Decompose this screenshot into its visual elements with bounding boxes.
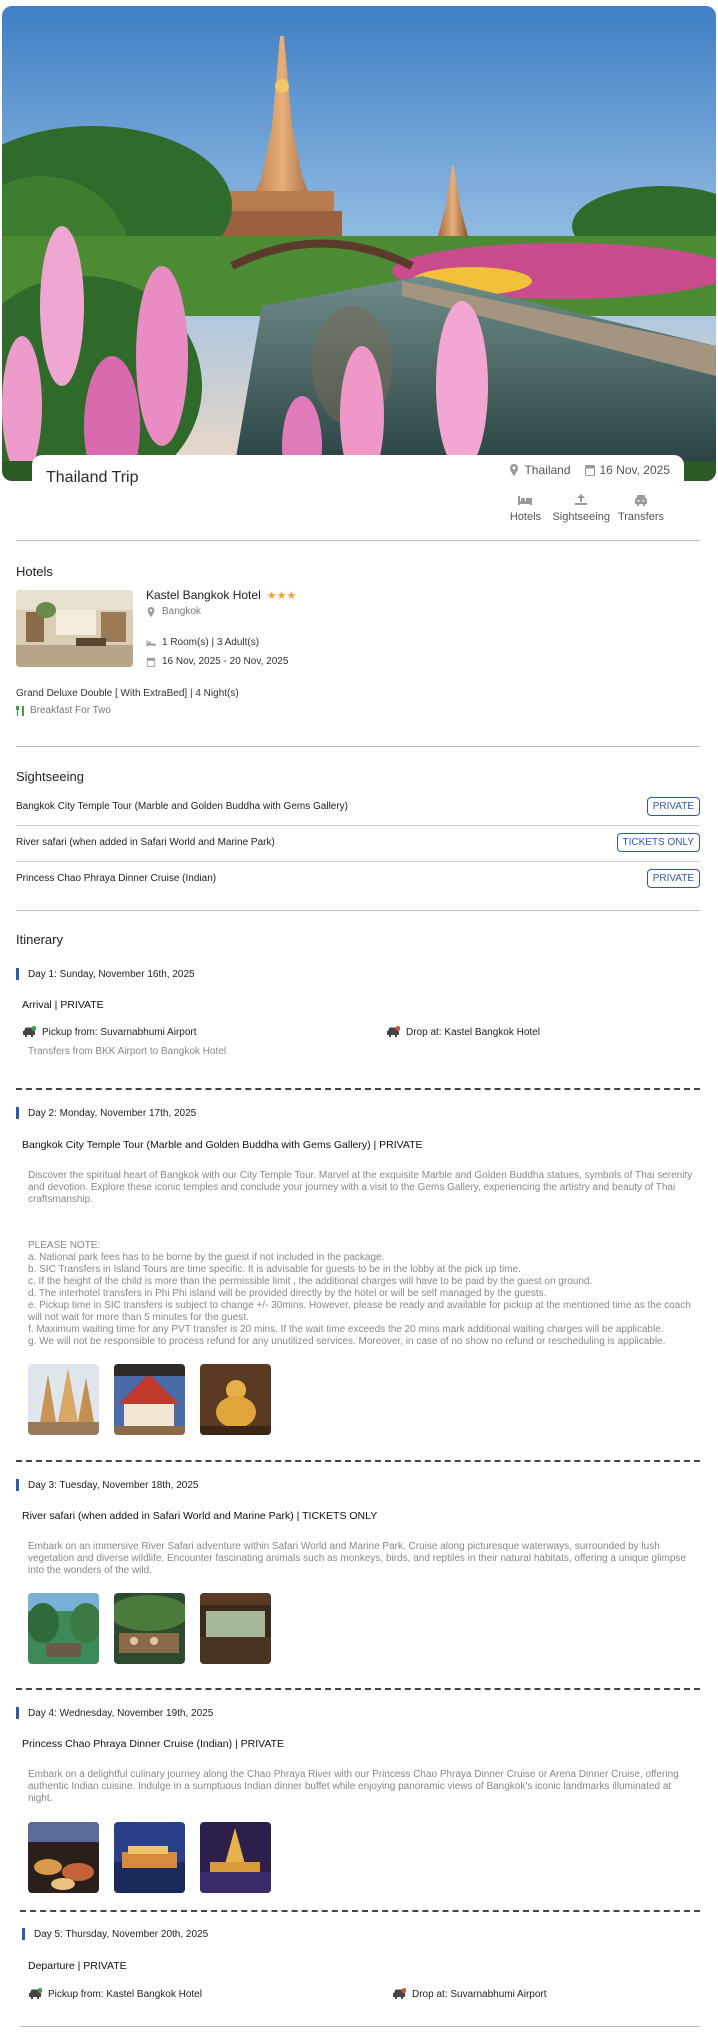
pickup-text: Pickup from: Kastel Bangkok Hotel bbox=[48, 1988, 202, 2000]
sightseeing-name: Princess Chao Phraya Dinner Cruise (Indian) bbox=[16, 872, 217, 884]
category-transfers[interactable] bbox=[618, 493, 664, 523]
day-3-description: Embark on an immersive River Safari adventure within Safari World and Marine Park. Cruise along picturesque waterways, surrounded by lush vegetation and diverse wildlife. Encounter fascinating animals such as monkeys, birds, and reptiles in their natural habitats, offering a unique glimpse into the wonders of the wild. bbox=[28, 1541, 686, 1576]
day-3-date: Day 3: Tuesday, November 18th, 2025 bbox=[16, 1480, 198, 1491]
sightseeing-heading: Sightseeing bbox=[16, 769, 84, 784]
gallery-image[interactable] bbox=[200, 1593, 271, 1664]
car-pickup-icon bbox=[28, 1988, 42, 2000]
location-pin-icon bbox=[146, 607, 156, 617]
category-hotels[interactable] bbox=[506, 493, 544, 523]
star-rating: ★★★ bbox=[266, 589, 297, 602]
hero-image bbox=[2, 6, 716, 481]
note-line: a. National park fees has to be borne by the guest if not included in the package. bbox=[28, 1252, 385, 1263]
note-line: c. If the height of the child is more than the permissible limit , the additional charges will have to be paid by the guest on ground. bbox=[28, 1276, 593, 1287]
day-2-gallery bbox=[28, 1364, 271, 1435]
note-line: e. Pickup time in SIC transfers is subject to change +/- 30mins. However, please be ready and available for pickup at the mentioned time as the coach will not wait for more than 5 minutes for the guest. bbox=[28, 1300, 691, 1323]
day-5-drop bbox=[392, 1988, 547, 2000]
sightseeing-item[interactable] bbox=[16, 860, 700, 896]
gallery-image[interactable] bbox=[114, 1364, 185, 1435]
day-2-description: Discover the spiritual heart of Bangkok with our City Temple Tour. Marvel at the exquisite Marble and Golden Buddha statues, symbols of Thai serenity and devotion. Explore these iconic temples and conclude your journey with a visit to the Gems Gallery, experiencing the artistry and beauty of Thai craftsmanship. bbox=[28, 1170, 693, 1205]
day-4-date: Day 4: Wednesday, November 19th, 2025 bbox=[16, 1708, 213, 1719]
day-5-title: Departure | PRIVATE bbox=[28, 1960, 127, 1972]
hotel-dates-text: 16 Nov, 2025 - 20 Nov, 2025 bbox=[162, 656, 289, 667]
divider bbox=[20, 2026, 700, 2027]
trip-categories bbox=[506, 493, 664, 523]
hotel-city-text: Bangkok bbox=[162, 606, 201, 617]
hotel-occupancy bbox=[146, 637, 259, 648]
trip-location bbox=[509, 463, 570, 477]
gallery-image[interactable] bbox=[200, 1364, 271, 1435]
gallery-image[interactable] bbox=[114, 1593, 185, 1664]
calendar-icon bbox=[585, 464, 595, 476]
cutlery-icon bbox=[16, 706, 25, 716]
trip-header-card bbox=[32, 455, 684, 530]
status-badge: PRIVATE bbox=[647, 797, 700, 816]
location-pin-icon bbox=[509, 464, 519, 476]
sightseeing-item[interactable] bbox=[16, 824, 700, 860]
hotel-image[interactable] bbox=[16, 590, 133, 667]
status-badge: TICKETS ONLY bbox=[617, 833, 701, 852]
note-line: b. SIC Transfers in Island Tours are time specific. It is advisable for guests to be in the lobby at the pick up time. bbox=[28, 1264, 521, 1275]
sightseeing-name: River safari (when added in Safari World and Marine Park) bbox=[16, 836, 275, 848]
gallery-image[interactable] bbox=[28, 1593, 99, 1664]
day-5-pickup bbox=[28, 1988, 202, 2000]
drop-text: Drop at: Kastel Bangkok Hotel bbox=[406, 1026, 540, 1038]
day-1-note: Transfers from BKK Airport to Bangkok Hotel bbox=[28, 1046, 227, 1057]
day-separator bbox=[16, 1688, 700, 1690]
sightseeing-item[interactable] bbox=[16, 788, 700, 824]
hotel-occupancy-text: 1 Room(s) | 3 Adult(s) bbox=[162, 637, 260, 648]
bed-icon bbox=[517, 493, 533, 507]
note-line: d. The interhotel transfers in Phi Phi island will be provided directly by the hotel or will be self managed by the guests. bbox=[28, 1288, 547, 1299]
day-separator bbox=[20, 1910, 700, 1912]
day-1-pickup bbox=[22, 1026, 197, 1038]
hotel-city bbox=[146, 606, 201, 617]
gallery-image[interactable] bbox=[114, 1822, 185, 1893]
gallery-image[interactable] bbox=[28, 1364, 99, 1435]
car-icon bbox=[633, 493, 649, 507]
day-1-title: Arrival | PRIVATE bbox=[22, 999, 104, 1011]
car-drop-icon bbox=[392, 1988, 406, 2000]
trip-meta bbox=[509, 463, 670, 477]
trip-title: Thailand Trip bbox=[46, 469, 139, 486]
category-label: Hotels bbox=[509, 511, 542, 523]
note-line: g. We will not be responsible to process refund for any unutilized services. Moreover, in case of no show no refund or rescheduling is applicable. bbox=[28, 1336, 666, 1347]
hotel-dates bbox=[146, 656, 288, 667]
room-type: Grand Deluxe Double [ With ExtraBed] | 4 Night(s) bbox=[16, 688, 239, 699]
note-heading: PLEASE NOTE: bbox=[28, 1240, 101, 1251]
gallery-image[interactable] bbox=[28, 1822, 99, 1893]
pickup-text: Pickup from: Suvarnabhumi Airport bbox=[42, 1026, 197, 1038]
category-sightseeing[interactable] bbox=[552, 493, 610, 523]
day-1-date: Day 1: Sunday, November 16th, 2025 bbox=[16, 969, 195, 980]
divider bbox=[16, 746, 700, 747]
divider bbox=[16, 540, 700, 541]
trip-date-text: 16 Nov, 2025 bbox=[599, 463, 670, 477]
category-label: Sightseeing bbox=[552, 511, 610, 523]
category-label: Transfers bbox=[617, 511, 664, 523]
meal-plan-text: Breakfast For Two bbox=[30, 705, 111, 716]
hotels-heading: Hotels bbox=[16, 564, 53, 579]
note-line: f. Maximum waiting time for any PVT transfer is 20 mins. If the wait time exceeds the 20 mins mark additional waiting charges will be applicable. bbox=[28, 1324, 664, 1335]
trip-location-text: Thailand bbox=[524, 463, 571, 477]
day-3-gallery bbox=[28, 1593, 271, 1664]
day-2-notes bbox=[28, 1240, 698, 1348]
day-1-drop bbox=[386, 1026, 540, 1038]
day-2-title: Bangkok City Temple Tour (Marble and Golden Buddha with Gems Gallery) | PRIVATE bbox=[22, 1139, 423, 1151]
drop-text: Drop at: Suvarnabhumi Airport bbox=[412, 1988, 547, 2000]
day-5-date: Day 5: Thursday, November 20th, 2025 bbox=[22, 1929, 208, 1940]
hotel-name-text: Kastel Bangkok Hotel bbox=[146, 588, 261, 602]
itinerary-heading: Itinerary bbox=[16, 932, 63, 947]
calendar-icon bbox=[146, 657, 156, 667]
day-3-title: River safari (when added in Safari World and Marine Park) | TICKETS ONLY bbox=[22, 1510, 378, 1522]
sightseeing-name: Bangkok City Temple Tour (Marble and Golden Buddha with Gems Gallery) bbox=[16, 800, 349, 812]
bed-icon bbox=[146, 638, 156, 648]
car-drop-icon bbox=[386, 1026, 400, 1038]
day-2-date: Day 2: Monday, November 17th, 2025 bbox=[16, 1108, 196, 1119]
day-4-title: Princess Chao Phraya Dinner Cruise (Indian) | PRIVATE bbox=[22, 1738, 285, 1750]
day-separator bbox=[16, 1460, 700, 1462]
gallery-image[interactable] bbox=[200, 1822, 271, 1893]
sightseeing-icon bbox=[573, 493, 589, 507]
status-badge: PRIVATE bbox=[647, 869, 700, 888]
day-4-gallery bbox=[28, 1822, 271, 1893]
car-pickup-icon bbox=[22, 1026, 36, 1038]
meal-plan bbox=[16, 705, 111, 716]
day-4-description: Embark on a delightful culinary journey along the Chao Phraya River with our Princess Chao Phraya Dinner Cruise or Arena Dinner Cruise, offering authentic Indian cuisine. Indulge in a sumptuous Indian dinner buffet while enjoying panoramic views of Bangkok's iconic landmarks illuminated at night. bbox=[28, 1769, 679, 1804]
trip-date bbox=[585, 463, 671, 477]
day-separator bbox=[16, 1088, 700, 1090]
divider bbox=[16, 910, 700, 911]
hotel-name[interactable] bbox=[146, 588, 296, 602]
